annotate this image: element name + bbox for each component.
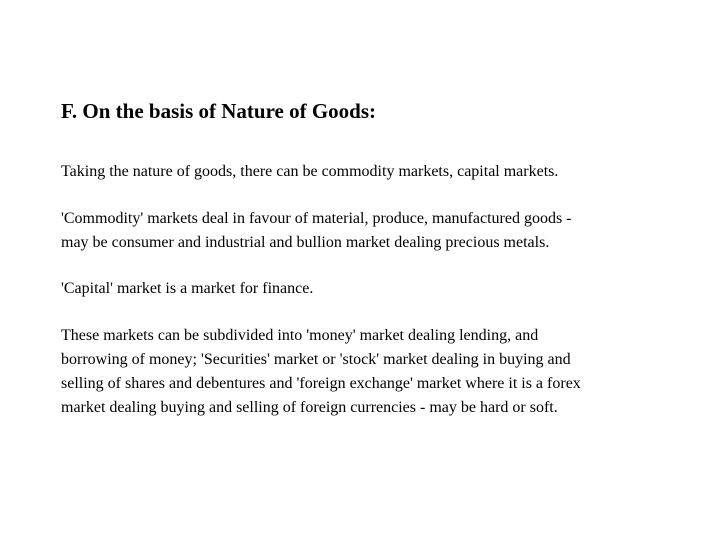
paragraph-line: 'Capital' market is a market for finance. <box>61 280 314 297</box>
paragraph-market-subdivisions <box>61 324 661 420</box>
paragraph-line: 'Commodity' markets deal in favour of material, produce, manufactured goods - <box>61 210 572 227</box>
paragraph-capital-market <box>61 277 661 301</box>
paragraph-nature-of-goods <box>61 160 661 184</box>
paragraph-line: may be consumer and industrial and bullion market dealing precious metals. <box>61 234 550 251</box>
paragraph-line: borrowing of money; 'Securities' market or 'stock' market dealing in buying and <box>61 351 571 368</box>
paragraph-commodity-markets <box>61 207 661 255</box>
paragraph-line: Taking the nature of goods, there can be commodity markets, capital markets. <box>61 163 559 180</box>
paragraph-line: market dealing buying and selling of foreign currencies - may be hard or soft. <box>61 399 558 416</box>
paragraph-line: These markets can be subdivided into 'money' market dealing lending, and <box>61 327 539 344</box>
paragraph-line: selling of shares and debentures and 'foreign exchange' market where it is a forex <box>61 375 581 392</box>
section-heading: F. On the basis of Nature of Goods: <box>61 99 377 123</box>
